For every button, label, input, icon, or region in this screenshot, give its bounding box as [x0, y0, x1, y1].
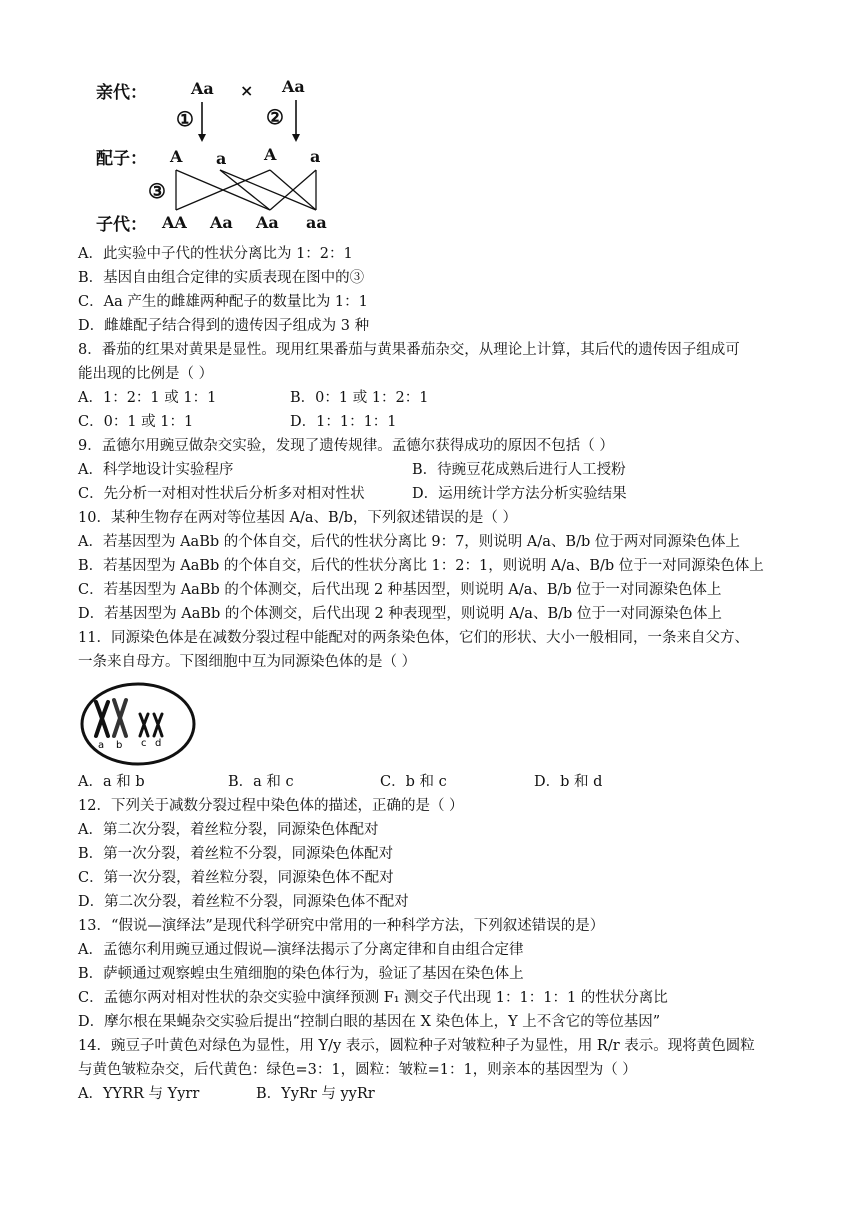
gamete-3: A [264, 145, 277, 164]
gamete-label: 配子： [96, 149, 147, 169]
step-1-marker: ① [176, 107, 194, 131]
q13-option-d: D．摩尔根在果蝇杂交实验后提出“控制白眼的基因在 X 染色体上，Y 上不含它的等位基因” [78, 1014, 661, 1030]
chromosome-label-a: a [98, 740, 105, 751]
chromosome-a [96, 702, 108, 736]
q12-option-a: A．第二次分裂，着丝粒分裂，同源染色体配对 [78, 822, 379, 838]
q13-stem: 13．“假说—演绎法”是现代科学研究中常用的一种科学方法，下列叙述错误的是） [78, 918, 605, 934]
cell-chromosome-diagram [78, 680, 202, 768]
parent-label: 亲代： [96, 83, 147, 103]
offspring-label: 子代： [96, 215, 147, 234]
gamete-4: a [310, 147, 321, 166]
offspring-3: Aa [256, 213, 279, 232]
gamete-1: A [170, 147, 183, 166]
q11-option-a: A．a 和 b [78, 774, 145, 790]
q14-stem-line1: 14．豌豆子叶黄色对绿色为显性，用 Y/y 表示，圆粒种子对皱粒种子为显性，用 R/r 表示。现将黄色圆粒 [78, 1038, 755, 1054]
offspring-2: Aa [210, 213, 233, 232]
step-2-marker: ② [266, 105, 284, 129]
q13-option-b: B．萨顿通过观察蝗虫生殖细胞的染色体行为，验证了基因在染色体上 [78, 966, 524, 982]
chromosome-label-d: d [155, 738, 162, 749]
step-3-marker: ③ [148, 179, 166, 203]
chromosome-label-b: b [116, 740, 123, 751]
q14-stem-line2: 与黄色皱粒杂交，后代黄色：绿色=3：1，圆粒：皱粒=1：1，则亲本的基因型为（ ） [78, 1062, 637, 1078]
q8-option-d: D．1：1：1：1 [290, 414, 397, 430]
q10-option-d: D．若基因型为 AaBb 的个体测交，后代出现 2 种表现型，则说明 A/a、B/b 位于一对同源染色体上 [78, 606, 722, 622]
q9-option-b: B．待豌豆花成熟后进行人工授粉 [412, 462, 626, 478]
q8-option-c: C．0：1 或 1：1 [78, 414, 194, 430]
q9-stem: 9．孟德尔用豌豆做杂交实验，发现了遗传规律。孟德尔获得成功的原因不包括（ ） [78, 438, 614, 454]
q14-option-b: B．YyRr 与 yyRr [256, 1086, 375, 1102]
q8-stem-line2: 能出现的比例是（ ） [78, 366, 214, 382]
q8-stem-line1: 8．番茄的红果对黄果是显性。现用红果番茄与黄果番茄杂交，从理论上计算，其后代的遗传因子组成可 [78, 342, 740, 358]
chromosome-c [140, 714, 148, 736]
q11-option-b: B．a 和 c [228, 774, 294, 790]
q12-option-b: B．第一次分裂，着丝粒不分裂，同源染色体配对 [78, 846, 394, 862]
offspring-4: aa [306, 213, 327, 232]
q11-stem-line1: 11．同源染色体是在减数分裂过程中能配对的两条染色体，它们的形状、大小一般相同，一条来自父方、 [78, 630, 749, 646]
parent-right: Aa [282, 77, 305, 96]
q11-option-c: C．b 和 c [380, 774, 447, 790]
q7-option-c: C．Aa 产生的雌雄两种配子的数量比为 1：1 [78, 294, 368, 310]
q7-option-d: D．雌雄配子结合得到的遗传因子组成为 3 种 [78, 318, 370, 334]
chromosome-d [154, 714, 162, 736]
cross-symbol: × [240, 81, 254, 100]
q12-stem: 12．下列关于减数分裂过程中染色体的描述，正确的是（ ） [78, 798, 464, 814]
chromosome-label-c: c [141, 738, 147, 749]
q9-option-a: A．科学地设计实验程序 [78, 462, 234, 478]
gamete-2: a [216, 149, 227, 168]
genetic-cross-diagram [96, 74, 346, 234]
q13-option-a: A．孟德尔利用豌豆通过假说—演绎法揭示了分离定律和自由组合定律 [78, 942, 524, 958]
parent-left: Aa [191, 79, 214, 98]
q13-option-c: C．孟德尔两对相对性状的杂交实验中演绎预测 F₁ 测交子代出现 1：1：1：1 的性状分离比 [78, 990, 668, 1006]
q10-stem: 10．某种生物存在两对等位基因 A/a、B/b，下列叙述错误的是（ ） [78, 510, 517, 526]
q11-stem-line2: 一条来自母方。下图细胞中互为同源染色体的是（ ） [78, 654, 417, 670]
q12-option-c: C．第一次分裂，着丝粒分裂，同源染色体不配对 [78, 870, 394, 886]
q7-option-b: B．基因自由组合定律的实质表现在图中的③ [78, 270, 365, 286]
q14-option-a: A．YYRR 与 Yyrr [78, 1086, 200, 1102]
q8-option-b: B．0：1 或 1：2：1 [290, 390, 429, 406]
chromosome-b [114, 700, 126, 736]
q9-option-d: D．运用统计学方法分析实验结果 [412, 486, 627, 502]
q12-option-d: D．第二次分裂，着丝粒不分裂，同源染色体不配对 [78, 894, 409, 910]
q9-option-c: C．先分析一对相对性状后分析多对相对性状 [78, 486, 365, 502]
q10-option-c: C．若基因型为 AaBb 的个体测交，后代出现 2 种基因型，则说明 A/a、B/b 位于一对同源染色体上 [78, 582, 722, 598]
q7-option-a: A．此实验中子代的性状分离比为 1：2：1 [78, 246, 353, 262]
q10-option-a: A．若基因型为 AaBb 的个体自交，后代的性状分离比 9：7，则说明 A/a、B/b 位于两对同源染色体上 [78, 534, 740, 550]
q10-option-b: B．若基因型为 AaBb 的个体自交，后代的性状分离比 1：2：1，则说明 A/a、B/b 位于一对同源染色体上 [78, 558, 764, 574]
q11-option-d: D．b 和 d [534, 774, 603, 790]
q8-option-a: A．1：2：1 或 1：1 [78, 390, 217, 406]
offspring-1: AA [162, 213, 187, 232]
